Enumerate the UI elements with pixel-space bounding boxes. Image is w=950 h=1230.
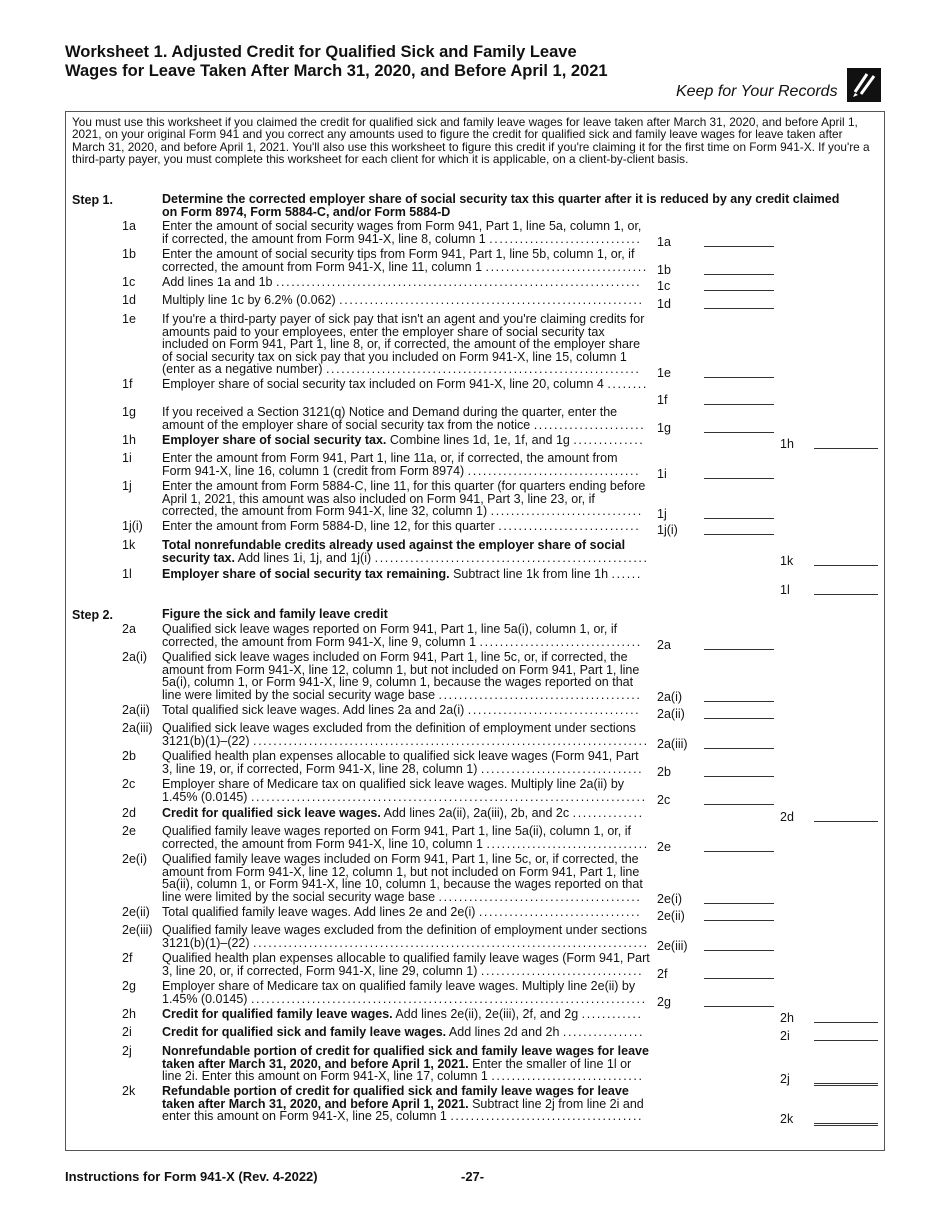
line-reference: 1g (657, 421, 671, 435)
footer-form-name: Instructions for Form 941-X (Rev. 4-2022) (65, 1169, 318, 1184)
amount-entry-line[interactable] (704, 851, 774, 852)
line-reference: 2h (780, 1011, 794, 1025)
line-number: 1d (122, 293, 136, 307)
line-reference: 2e(i) (657, 892, 683, 906)
step-2-heading: Figure the sick and family leave credit (162, 607, 388, 621)
line-number: 2a(ii) (122, 703, 150, 717)
line-number: 1c (122, 275, 136, 289)
line-number: 2e(i) (122, 852, 148, 866)
line-reference: 1d (657, 297, 671, 311)
line-number: 1j(i) (122, 519, 143, 533)
line-description: Add lines 1a and 1b ........................................................................ (162, 275, 642, 289)
line-reference: 2d (780, 810, 794, 824)
amount-entry-line[interactable] (814, 1123, 878, 1126)
line-description: Enter the amount of social security wages from Form 941, Part 1, line 5a, column 1, or, if corrected, the amount from Form 941-X, line 8, column 1 .............................. (162, 219, 642, 246)
line-description: Total qualified sick leave wages. Add lines 2a and 2a(i) .................................. (162, 703, 641, 717)
line-number: 1j (122, 479, 132, 493)
line-reference: 1l (780, 583, 790, 597)
line-number: 1a (122, 219, 136, 233)
line-number: 1g (122, 405, 136, 419)
amount-entry-line[interactable] (704, 432, 774, 433)
amount-entry-line[interactable] (704, 718, 774, 719)
line-description: Credit for qualified sick leave wages. Add lines 2a(ii), 2a(iii), 2b, and 2c .............. (162, 806, 644, 820)
intro-paragraph: You must use this worksheet if you claimed the credit for qualified sick and family leave wages for leave taken after March 31, 2020, and before April 1, 2021, on your original Form 941 and you correct any amounts used to figure the credit for qualified sick and family leave wages for leave taken after March 31, 2020, and before April 1, 2021. You'll also use this worksheet to figure this credit if you're claiming it for the first time on Form 941-X. If you're a third-party payer, you must complete this worksheet for each client for which it is applicable, on a client-by-client basis. (72, 115, 870, 166)
amount-entry-line[interactable] (814, 1083, 878, 1086)
amount-entry-line[interactable] (814, 1022, 878, 1023)
pencil-check-icon (847, 68, 881, 102)
amount-entry-line[interactable] (704, 404, 774, 405)
amount-entry-line[interactable] (704, 950, 774, 951)
amount-entry-line[interactable] (704, 478, 774, 479)
line-description: Refundable portion of credit for qualified sick and family leave wages for leave taken after March 31, 2020, and before April 1, 2021. Subtract line 2j from line 2i and enter this amount on Form 941-X, line 25, column 1 ...................................... (162, 1084, 644, 1124)
amount-entry-line[interactable] (704, 246, 774, 247)
line-number: 2k (122, 1084, 136, 1098)
line-reference: 1h (780, 437, 794, 451)
line-reference: 2e (657, 840, 671, 854)
amount-entry-line[interactable] (704, 748, 774, 749)
line-description: Qualified family leave wages reported on Form 941, Part 1, line 5a(ii), column 1, or, if corrected, the amount from Form 941-X, line 10, column 1 ................................ (162, 824, 649, 851)
line-reference: 2b (657, 765, 671, 779)
line-reference: 2a(ii) (657, 707, 685, 721)
line-reference: 1e (657, 366, 671, 380)
line-number: 1f (122, 377, 133, 391)
footer-page-number: -27- (461, 1169, 485, 1184)
line-description: Employer share of Medicare tax on qualified family leave wages. Multiply line 2e(ii) by 1.45% (0.0145) .............................................................................. (162, 979, 647, 1006)
amount-entry-line[interactable] (704, 776, 774, 777)
line-reference: 1i (657, 467, 667, 481)
amount-entry-line[interactable] (704, 903, 774, 904)
line-number: 2e(ii) (122, 905, 150, 919)
line-number: 2a (122, 622, 136, 636)
amount-entry-line[interactable] (814, 594, 878, 595)
line-description: Enter the amount of social security tips from Form 941, Part 1, line 5b, column 1, or, if corrected, the amount from Form 941-X, line 11, column 1 ................................ (162, 247, 648, 274)
line-description: Qualified family leave wages included on Form 941, Part 1, line 5c, or, if corrected, the amount from Form 941-X, line 12, column 1, but not included on Form 941, Part 1, line 5a(ii), column 1, or Form 941-X, line 10, column 1, because the wages reported on that line were limited by the social security wage base ........................................ (162, 852, 643, 904)
line-reference: 2j (780, 1072, 790, 1086)
line-description: Qualified sick leave wages excluded from the definition of employment under sections 3121(b)(1)–(22) .............................................................................. (162, 721, 649, 748)
line-description: Total nonrefundable credits already used against the employer share of social security tax. Add lines 1i, 1j, and 1j(i) ...................................................... (162, 538, 649, 565)
line-reference: 1k (780, 554, 794, 568)
line-description: If you're a third-party payer of sick pay that isn't an agent and you're claiming credits for amounts paid to your employees, enter the employer share of social security tax included on Form 941, Part 1, line 8, or, if corrected, the amount of the employer share of social security tax on sick pay that you included on Form 941-X, line 15, column 1 (enter as a negative number) .............................................................. (162, 312, 645, 377)
line-number: 2e(iii) (122, 923, 153, 937)
line-reference: 2f (657, 967, 668, 981)
line-description: Qualified health plan expenses allocable to qualified sick leave wages (Form 941, Part 3, line 19, or, if corrected, Form 941-X, line 28, column 1) ................................ (162, 749, 644, 776)
amount-entry-line[interactable] (704, 274, 774, 275)
amount-entry-line[interactable] (704, 920, 774, 921)
line-number: 2a(iii) (122, 721, 153, 735)
line-description: If you received a Section 3121(q) Notice and Demand during the quarter, enter the amount of the employer share of social security tax from the notice ...................... (162, 405, 646, 432)
line-reference: 2k (780, 1112, 794, 1126)
amount-entry-line[interactable] (814, 448, 878, 449)
amount-entry-line[interactable] (704, 649, 774, 650)
line-reference: 1j(i) (657, 523, 678, 537)
amount-entry-line[interactable] (704, 978, 774, 979)
keep-records-note: Keep for Your Records (676, 83, 838, 100)
line-number: 1h (122, 433, 136, 447)
amount-entry-line[interactable] (704, 701, 774, 702)
line-number: 2e (122, 824, 136, 838)
amount-entry-line[interactable] (814, 565, 878, 566)
line-reference: 1a (657, 235, 671, 249)
line-description: Employer share of social security tax remaining. Subtract line 1k from line 1h ...... (162, 567, 642, 581)
amount-entry-line[interactable] (704, 308, 774, 309)
line-description: Enter the amount from Form 5884-D, line 12, for this quarter ............................ (162, 519, 641, 533)
line-description: Nonrefundable portion of credit for qualified sick and family leave wages for leave taken after March 31, 2020, and before April 1, 2021. Enter the smaller of line 1l or line 2i. Enter this amount on Form 941-X, line 17, column 1 .............................. (162, 1044, 649, 1084)
worksheet-title: Worksheet 1. Adjusted Credit for Qualified Sick and Family Leave Wages for Leave Taken After March 31, 2020, and Before April 1, 2021 (65, 43, 608, 80)
line-description: Enter the amount from Form 5884-C, line 11, for this quarter (for quarters ending before April 1, 2021, this amount was also included on Form 941, Part 3, line 23, or, if corrected, the amount from Form 941-X, line 32, column 1) .............................. (162, 479, 646, 519)
amount-entry-line[interactable] (704, 377, 774, 378)
amount-entry-line[interactable] (704, 1006, 774, 1007)
amount-entry-line[interactable] (704, 534, 774, 535)
line-description: Employer share of social security tax included on Form 941-X, line 20, column 4 ........ (162, 377, 648, 391)
line-reference: 1j (657, 507, 667, 521)
amount-entry-line[interactable] (814, 1040, 878, 1041)
line-description: Qualified family leave wages excluded from the definition of employment under sections 3121(b)(1)–(22) .............................................................................. (162, 923, 649, 950)
line-reference: 2e(ii) (657, 909, 685, 923)
line-description: Credit for qualified sick and family leave wages. Add lines 2d and 2h ................ (162, 1025, 645, 1039)
amount-entry-line[interactable] (814, 821, 878, 822)
line-reference: 2g (657, 995, 671, 1009)
line-number: 1l (122, 567, 132, 581)
line-description: Enter the amount from Form 941, Part 1, line 11a, or, if corrected, the amount from Form 941-X, line 16, column 1 (credit from Form 8974) .................................. (162, 451, 641, 478)
line-number: 2b (122, 749, 136, 763)
line-reference: 1b (657, 263, 671, 277)
amount-entry-line[interactable] (704, 518, 774, 519)
line-reference: 2c (657, 793, 671, 807)
line-number: 2a(i) (122, 650, 148, 664)
line-number: 2h (122, 1007, 136, 1021)
line-reference: 2a(iii) (657, 737, 688, 751)
line-number: 1i (122, 451, 132, 465)
line-description: Employer share of social security tax. Combine lines 1d, 1e, 1f, and 1g .............. (162, 433, 645, 447)
line-description: Qualified sick leave wages included on Form 941, Part 1, line 5c, or, if corrected, the amount from Form 941-X, line 12, column 1, but not included on Form 941, Part 1, line 5a(i), column 1, or Form 941-X, line 9, column 1, because the wages reported on that line were limited by the social security wage base ........................................ (162, 650, 642, 702)
line-number: 2f (122, 951, 133, 965)
line-number: 2c (122, 777, 136, 791)
line-reference: 2a(i) (657, 690, 683, 704)
line-description: Multiply line 1c by 6.2% (0.062) ............................................................ (162, 293, 644, 307)
line-number: 2j (122, 1044, 132, 1058)
amount-entry-line[interactable] (704, 290, 774, 291)
step-2-label: Step 2. (72, 608, 113, 622)
line-description: Employer share of Medicare tax on qualified sick leave wages. Multiply line 2a(ii) by 1.45% (0.0145) .............................................................................. (162, 777, 647, 804)
step-1-label: Step 1. (72, 193, 113, 207)
line-description: Qualified health plan expenses allocable to qualified family leave wages (Form 941, Part 3, line 20, or, if corrected, Form 941-X, line 29, column 1) ................................ (162, 951, 650, 978)
line-number: 2g (122, 979, 136, 993)
line-number: 1b (122, 247, 136, 261)
line-number: 2d (122, 806, 136, 820)
line-number: 1k (122, 538, 136, 552)
line-description: Credit for qualified family leave wages. Add lines 2e(ii), 2e(iii), 2f, and 2g ............ (162, 1007, 643, 1021)
line-description: Qualified sick leave wages reported on Form 941, Part 1, line 5a(i), column 1, or, if corrected, the amount from Form 941-X, line 9, column 1 ................................ (162, 622, 642, 649)
line-reference: 2e(iii) (657, 939, 688, 953)
line-description: Total qualified family leave wages. Add lines 2e and 2e(i) ................................ (162, 905, 642, 919)
step-1-heading: Determine the corrected employer share of social security tax this quarter after it is reduced by any credit claimed on Form 8974, Form 5884-C, and/or Form 5884-D (162, 192, 840, 219)
line-number: 1e (122, 312, 136, 326)
line-reference: 2a (657, 638, 671, 652)
amount-entry-line[interactable] (704, 804, 774, 805)
line-reference: 1f (657, 393, 668, 407)
keep-records-icon (847, 68, 881, 102)
line-reference: 2i (780, 1029, 790, 1043)
line-reference: 1c (657, 279, 671, 293)
line-number: 2i (122, 1025, 132, 1039)
